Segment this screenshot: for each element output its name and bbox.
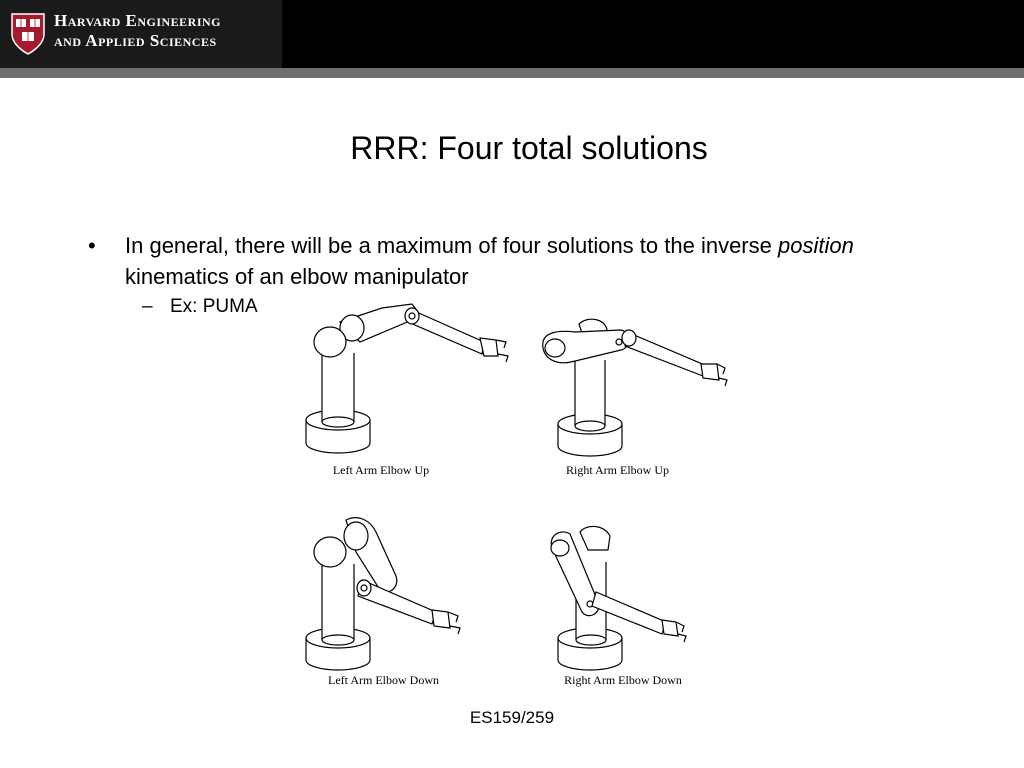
sub-bullet-text: Ex: PUMA — [170, 296, 258, 317]
bullet-text-post: kinematics of an elbow manipulator — [125, 264, 469, 289]
bullet-text — [125, 230, 915, 292]
figure-caption-left-arm-elbow-up: Left Arm Elbow Up — [332, 463, 430, 477]
figure-left-arm-elbow-down — [300, 512, 475, 677]
slide-title: RRR: Four total solutions — [350, 130, 708, 166]
figure-caption-left-arm-elbow-down: Left Arm Elbow Down — [328, 673, 439, 687]
figure-left-arm-elbow-up — [300, 298, 520, 458]
bullet-text-emphasis: position — [778, 233, 854, 258]
sub-bullet-marker: – — [142, 296, 153, 317]
slide-footer: ES159/259 — [469, 708, 555, 727]
figure-caption-right-arm-elbow-down: Right Arm Elbow Down — [564, 673, 682, 687]
figure-right-arm-elbow-up — [535, 312, 735, 462]
figure-caption-right-arm-elbow-up: Right Arm Elbow Up — [565, 463, 669, 477]
figure-right-arm-elbow-down — [540, 522, 690, 677]
bullet-marker: • — [88, 233, 96, 258]
logo-line-2: and Applied Sciences — [54, 31, 217, 50]
header-rule — [0, 68, 1024, 78]
bullet-text-pre: In general, there will be a maximum of four solutions to the inverse — [125, 233, 778, 258]
harvard-shield-icon — [10, 12, 46, 56]
logo-line-1: Harvard Engineering — [54, 11, 222, 30]
logo-wordmark — [54, 11, 221, 51]
harvard-logo — [0, 0, 282, 68]
